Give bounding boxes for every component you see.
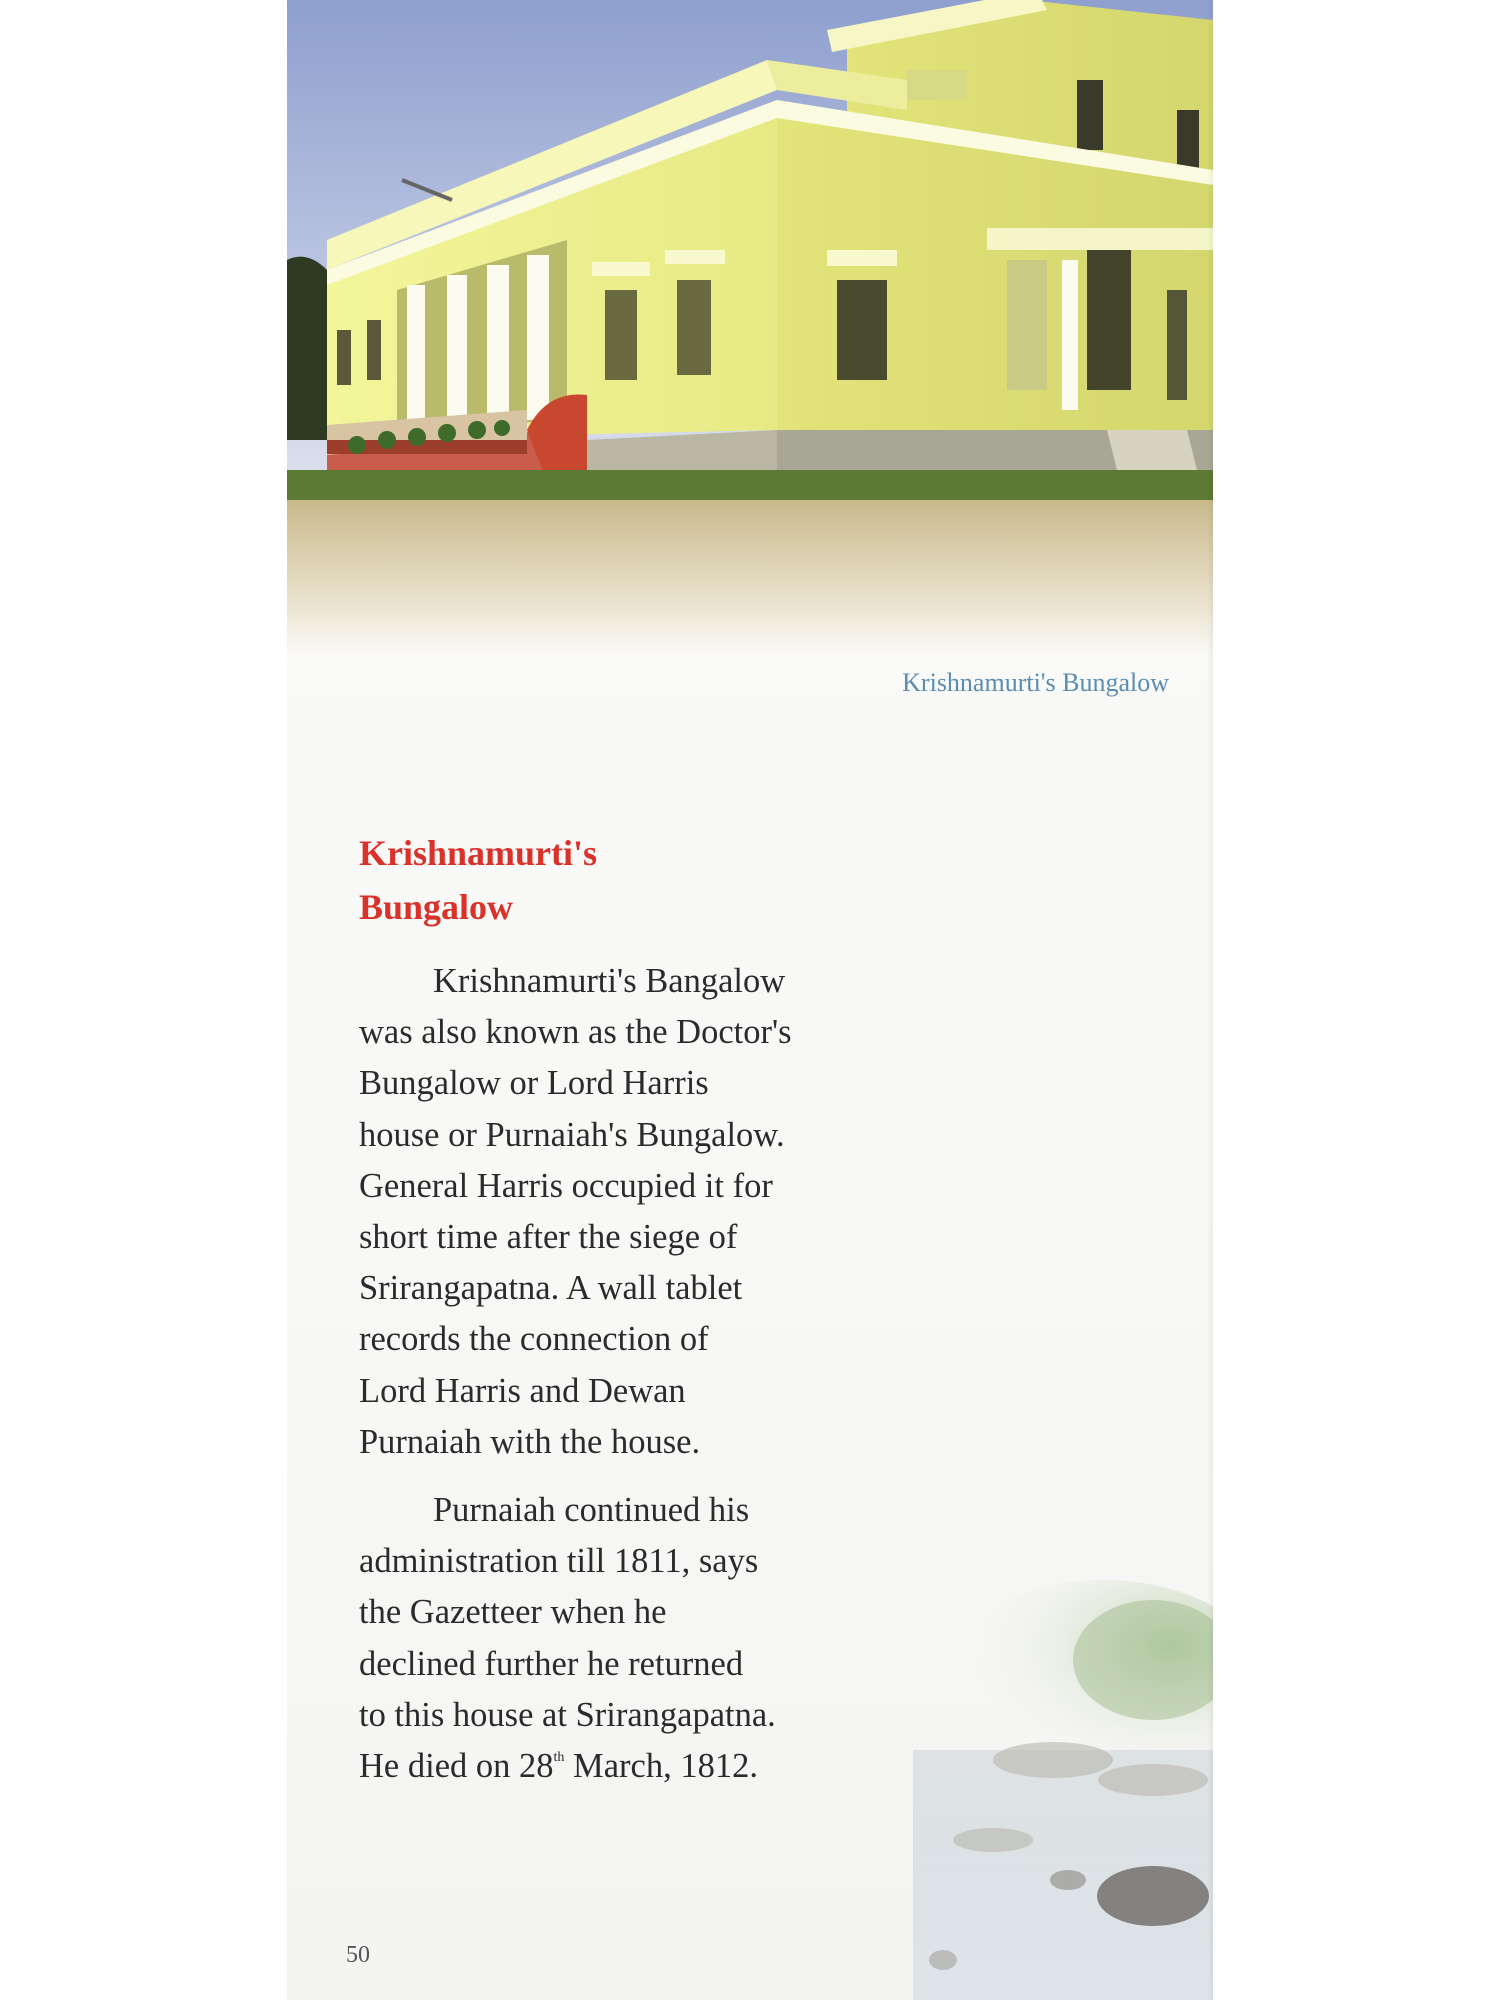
photo-caption: Krishnamurti's Bungalow	[902, 668, 1169, 697]
last-line-after: March, 1812.	[564, 1747, 758, 1786]
paragraph-line: Purnaiah with the house.	[359, 1422, 701, 1461]
last-line-before: He died on 28	[359, 1747, 554, 1786]
paragraph-line: administration till 1811, says	[359, 1542, 759, 1581]
heading-line-2: Bungalow	[359, 887, 514, 927]
paragraph-line: to this house at Srirangapatna.	[359, 1695, 776, 1734]
paragraph-line: Lord Harris and Dewan	[359, 1371, 686, 1410]
paragraph-2	[359, 1485, 879, 1792]
paragraph-line: Srirangapatna. A wall tablet	[359, 1269, 743, 1308]
section-heading	[359, 826, 799, 934]
paragraph-line: short time after the siege of	[359, 1218, 738, 1257]
page-edge-shade	[1207, 0, 1213, 2000]
body-text	[359, 956, 879, 1792]
paragraph-line: the Gazetteer when he	[359, 1593, 667, 1632]
paragraph-line: house or Purnaiah's Bungalow.	[359, 1115, 785, 1154]
heading-line-1: Krishnamurti's	[359, 833, 598, 873]
ordinal-suffix: th	[553, 1750, 565, 1766]
paragraph-line: Krishnamurti's Bangalow	[433, 962, 786, 1000]
paragraph-line: was also known as the Doctor's	[359, 1013, 792, 1052]
paragraph-line: records the connection of	[359, 1320, 709, 1359]
paragraph-line: declined further he returned	[359, 1644, 744, 1683]
river-scenery-image	[853, 1580, 1213, 2000]
paragraph-line: Bungalow or Lord Harris	[359, 1064, 709, 1103]
paragraph-line: Purnaiah continued his	[433, 1491, 750, 1530]
bungalow-photo	[287, 0, 1213, 660]
page-number: 50	[346, 1942, 370, 1968]
book-page	[287, 0, 1213, 2000]
paragraph-line: General Harris occupied it for	[359, 1166, 773, 1205]
paragraph-last-line	[359, 1741, 879, 1792]
paragraph-1	[359, 956, 879, 1468]
